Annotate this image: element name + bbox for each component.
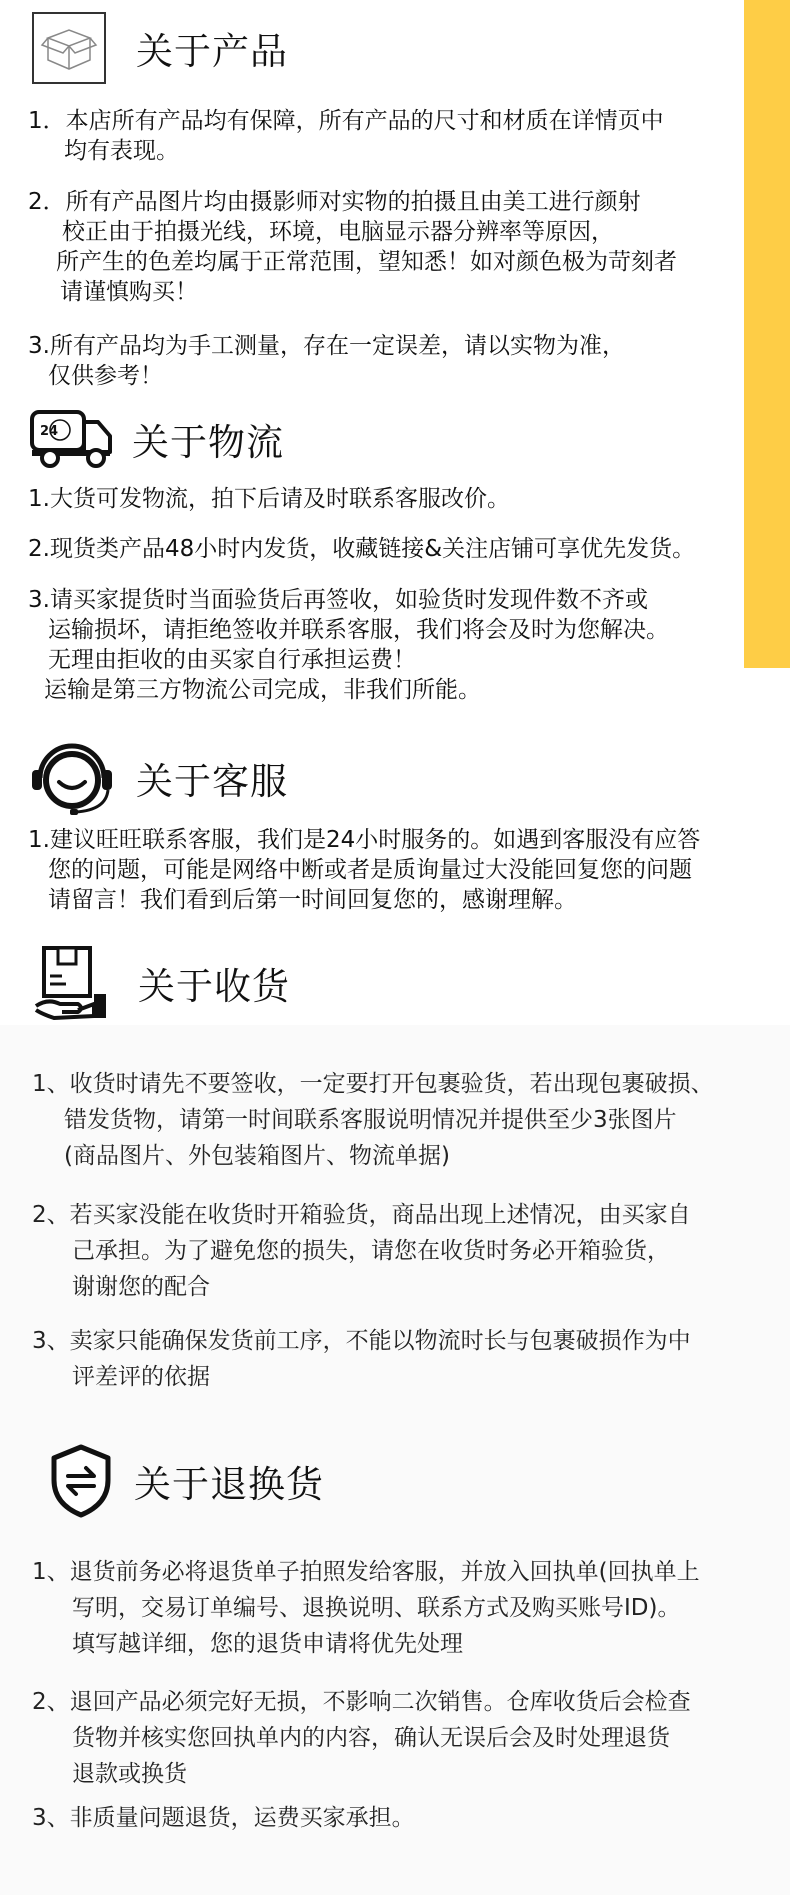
customer-service-icon bbox=[30, 738, 114, 818]
section-header-service bbox=[30, 738, 288, 818]
text-line: 请留言！我们看到后第一时间回复您的，感谢理解。 bbox=[48, 887, 577, 913]
text-line: 所产生的色差均属于正常范围，望知悉！如对颜色极为苛刻者 bbox=[56, 249, 677, 275]
section-header-product bbox=[32, 12, 288, 84]
text-line: 3、卖家只能确保发货前工序，不能以物流时长与包裹破损作为中 bbox=[32, 1328, 691, 1354]
text-line: (商品图片、外包装箱图片、物流单据) bbox=[64, 1143, 450, 1169]
section-title-returns: 关于退换货 bbox=[134, 1463, 324, 1506]
box-icon bbox=[32, 12, 106, 84]
text-line: 2、若买家没能在收货时开箱验货，商品出现上述情况，由买家自 bbox=[32, 1202, 691, 1228]
yellow-accent-bar bbox=[744, 0, 790, 668]
section-title-receiving: 关于收货 bbox=[138, 965, 290, 1008]
text-line: 校正由于拍摄光线，环境，电脑显示器分辨率等原因， bbox=[62, 219, 614, 245]
section-title-service: 关于客服 bbox=[136, 760, 288, 803]
text-line: 3.请买家提货时当面验货后再签收，如验货时发现件数不齐或 bbox=[28, 587, 648, 613]
text-line: 2.现货类产品48小时内发货，收藏链接&关注店铺可享优先发货。 bbox=[28, 536, 696, 562]
text-line: 3、非质量问题退货，运费买家承担。 bbox=[32, 1805, 415, 1831]
text-line: 2．所有产品图片均由摄影师对实物的拍摄且由美工进行颜射 bbox=[28, 189, 641, 215]
product-paragraph-3 bbox=[28, 331, 625, 391]
text-line: 货物并核实您回执单内的内容，确认无误后会及时处理退货 bbox=[72, 1725, 670, 1751]
text-line: 您的问题，可能是网络中断或者是质询量过大没能回复您的问题 bbox=[48, 857, 692, 883]
receiving-paragraph-2 bbox=[32, 1197, 691, 1305]
text-line: 1、收货时请先不要签收，一定要打开包裹验货，若出现包裹破损、 bbox=[32, 1071, 714, 1097]
text-line: 1、退货前务必将退货单子拍照发给客服，并放入回执单(回执单上 bbox=[32, 1559, 700, 1585]
text-line: 2、退回产品必须完好无损，不影响二次销售。仓库收货后会检查 bbox=[32, 1689, 691, 1715]
shield-exchange-icon bbox=[50, 1444, 112, 1518]
section-header-logistics bbox=[30, 408, 284, 470]
text-line: 请谨慎购买！ bbox=[60, 279, 198, 305]
section-title-logistics: 关于物流 bbox=[132, 421, 284, 464]
section-title-product: 关于产品 bbox=[136, 30, 288, 73]
text-line: 均有表现。 bbox=[64, 138, 179, 164]
text-line: 填写越详细，您的退货申请将优先处理 bbox=[72, 1631, 463, 1657]
text-line: 无理由拒收的由买家自行承担运费！ bbox=[48, 647, 416, 673]
returns-paragraph-1 bbox=[32, 1554, 700, 1662]
text-line: 运输是第三方物流公司完成，非我们所能。 bbox=[44, 677, 481, 703]
returns-paragraph-3 bbox=[32, 1800, 415, 1836]
receiving-paragraph-3 bbox=[32, 1323, 691, 1395]
text-line: 己承担。为了避免您的损失，请您在收货时务必开箱验货， bbox=[72, 1238, 670, 1264]
product-paragraph-1 bbox=[28, 106, 664, 166]
text-line: 写明，交易订单编号、退换说明、联系方式及购买账号ID)。 bbox=[72, 1595, 681, 1621]
logistics-paragraph-3 bbox=[28, 585, 669, 705]
text-line: 1．本店所有产品均有保障，所有产品的尺寸和材质在详情页中 bbox=[28, 108, 664, 134]
text-line: 运输损坏，请拒绝签收并联系客服，我们将会及时为您解决。 bbox=[48, 617, 669, 643]
text-line: 1.建议旺旺联系客服，我们是24小时服务的。如遇到客服没有应答 bbox=[28, 827, 701, 853]
text-line: 3.所有产品均为手工测量，存在一定误差，请以实物为准， bbox=[28, 333, 625, 359]
text-line: 退款或换货 bbox=[72, 1761, 187, 1787]
section-header-returns bbox=[50, 1444, 324, 1518]
logistics-paragraph-1 bbox=[28, 484, 510, 514]
text-line: 1.大货可发物流，拍下后请及时联系客服改价。 bbox=[28, 486, 510, 512]
text-line: 评差评的依据 bbox=[72, 1364, 210, 1390]
text-line: 仅供参考！ bbox=[48, 363, 163, 389]
text-line: 谢谢您的配合 bbox=[72, 1274, 210, 1300]
section-header-receiving bbox=[32, 944, 290, 1022]
receiving-paragraph-1 bbox=[32, 1066, 714, 1174]
product-paragraph-2 bbox=[28, 187, 677, 307]
truck-icon-label: 24 bbox=[40, 424, 59, 439]
returns-paragraph-2 bbox=[32, 1684, 691, 1792]
package-hand-icon bbox=[32, 944, 110, 1022]
service-paragraph-1 bbox=[28, 825, 700, 915]
text-line: 错发货物，请第一时间联系客服说明情况并提供至少3张图片 bbox=[64, 1107, 677, 1133]
delivery-truck-icon bbox=[30, 408, 114, 470]
logistics-paragraph-2 bbox=[28, 534, 695, 564]
